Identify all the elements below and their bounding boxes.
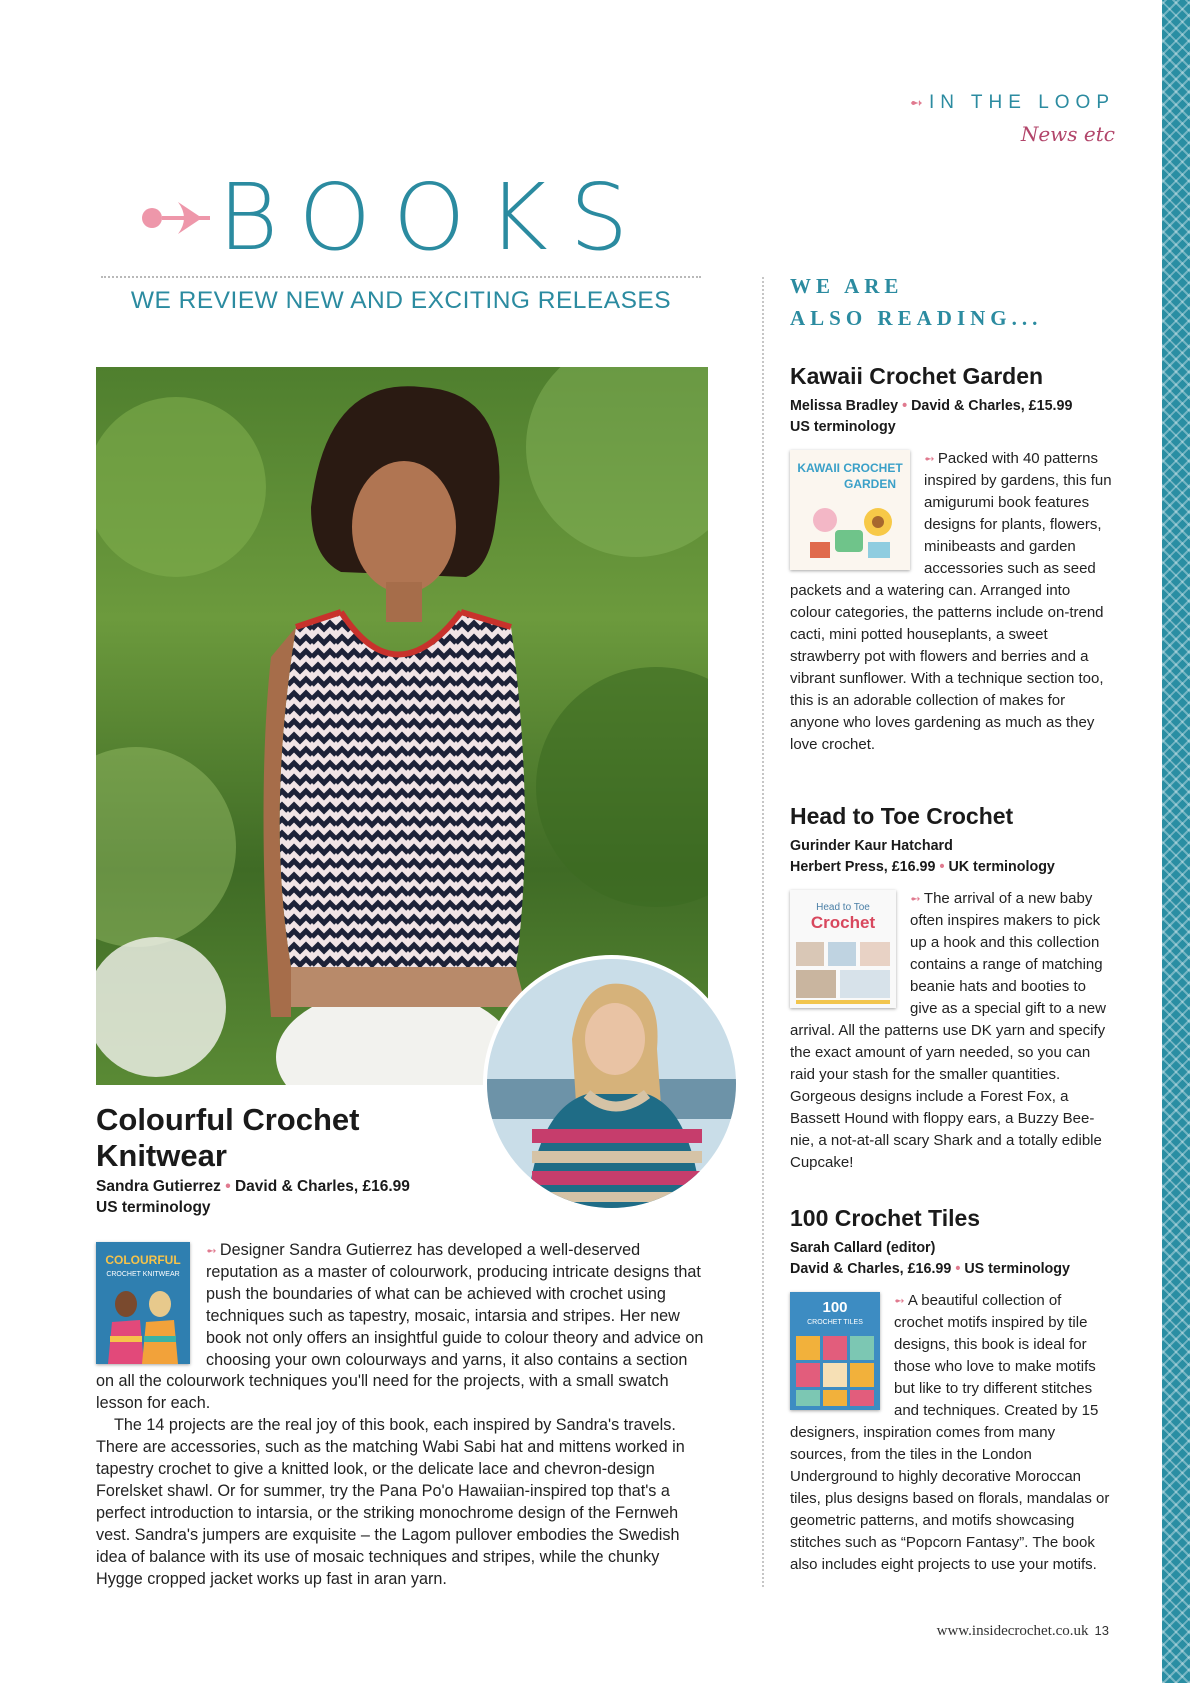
review-byline: Gurinder Kaur Hatchard Herbert Press, £16.99 • UK terminology [790,838,1055,875]
sidebar-review-head-to-toe [790,803,1112,1174]
arrow-icon: ➻ [206,1243,217,1258]
sidebar-review-kawaii [790,363,1112,756]
arrow-icon: ➻ [924,451,935,466]
page-subtitle: WE REVIEW NEW AND EXCITING RELEASES [130,287,672,314]
section-label: IN THE LOOP [928,92,1115,113]
cover-title: 100 [822,1299,848,1316]
terminology: US terminology [96,1199,211,1216]
review-title: 100 Crochet Tiles [790,1205,981,1231]
author: Sandra Gutierrez [96,1178,221,1195]
main-review-body [96,1240,708,1591]
review-text: Packed with 40 patterns inspired by gardens, this fun amigurumi book features designs for plants, flowers, minibeasts and garden accessories such as seed packets and a watering can. Arranged into colour categories, the patterns include on-trend cacti, mini potted houseplants, a sweet strawberry pot with flowers and berries and a vibrant sunflower. With a technique section too, this is an adorable collection of makes for anyone who loves gardening as much as they love crochet. [790,450,1112,753]
jumper-photo-illustration [487,959,736,1208]
main-review-paragraph-2: The 14 projects are the real joy of this book, each inspired by Sandra's travels. There are accessories, such as the matching Wabi Sabi hat and mittens worked in tapestry crochet to give a knitted look, or the delicate lace and chevron-design Forelsket shawl. Or for summer, try the Pana Po'o Hawaiian-inspired top that's a perfect introduction to intarsia, or the striking monochrome design of the Fernweh vest. Sandra's jumpers are exquisite – the Lagom pullover embodies the Swedish idea of balance with its use of mosaic techniques and stripes, while the chunky Hygge cropped jacket works up fast in aran yarn. [96,1416,685,1588]
page-title-block [140,164,651,271]
title-divider [101,276,701,278]
book-cover-100-tiles [790,1292,880,1410]
page-number: 13 [1094,1623,1109,1638]
review-text: The arrival of a new baby often inspires makers to pick up a hook and this collection contains a range of matching beanie hats and booties to give as a special gift to a new arrival. All the patterns use DK yarn and specify the exact amount of yarn needed, so you can raid your stash for the smaller quantities. Gorgeous designs include a Forest Fox, a Bassett Hound with floppy ears, a Buzzy Bee-nie, a not-at-all scary Shark and a totally edible Cupcake! [790,890,1106,1171]
arrow-icon: ➻ [909,95,923,112]
main-review-byline [96,1176,410,1218]
sidebar-review-100-tiles [790,1205,1112,1576]
review-title: Head to Toe Crochet [790,803,1014,829]
column-divider [762,277,764,1587]
cover-title: KAWAII CROCHET [797,461,903,475]
section-sublabel: News etc [1020,122,1115,146]
sidebar-heading: WE ARE ALSO READING... [790,274,1043,330]
fletched-arrow-icon [140,198,212,238]
section-tag [910,92,1115,146]
footer-url[interactable]: www.insidecrochet.co.uk [936,1623,1089,1639]
cover-subtitle: CROCHET KNITWEAR [106,1271,180,1278]
bullet-icon: • [955,1261,961,1277]
bullet-icon: • [225,1178,231,1195]
book-cover-colourful-crochet [96,1242,190,1364]
arrow-icon: ➻ [910,891,921,906]
cover-subtitle: GARDEN [843,477,897,491]
review-text: A beautiful collection of crochet motifs inspired by tile designs, this book is ideal for those who love to make motifs but like to try different stitches and techniques. Created by 15 designers, inspiration comes from many sources, from the tiles in the London Underground to highly decorative Moroccan tiles, plus designs based on florals, mandalas or geometric patterns, and motifs showcasing stitches such as “Popcorn Fantasy”. The book also includes eight projects to use your motifs. [790,1292,1110,1573]
page-edge-pattern [1162,0,1190,1683]
review-title: Kawaii Crochet Garden [790,363,1044,389]
main-review-title: Colourful Crochet Knitwear [96,1102,360,1173]
publisher-price: David & Charles, £16.99 [234,1178,410,1195]
review-byline: Melissa Bradley • David & Charles, £15.99 US terminology [790,398,1073,435]
main-review-paragraph-1: Designer Sandra Gutierrez has developed a well-deserved reputation as a master of colourwork, producing intricate designs that push the boundaries of what can be achieved with crochet using techniques such as tapestry, mosaic, intarsia and stripes. Her new book not only offers an insightful guide to colour theory and advice on choosing your own colourways and yarns, it also contains a section on all the colourwork techniques you'll need for the projects, with a small swatch lesson for each. [96,1241,704,1413]
cover-title: COLOURFUL [105,1253,181,1267]
book-cover-kawaii [790,450,910,570]
bullet-icon: • [939,859,945,875]
page-title: BOOKS [218,164,651,271]
page-footer [937,1623,1109,1640]
cover-subtitle: Crochet [810,913,876,932]
book-cover-head-to-toe [790,890,896,1008]
arrow-icon: ➻ [894,1293,905,1308]
review-byline: Sarah Callard (editor) David & Charles, £16.99 • US terminology [790,1240,1070,1277]
cover-subtitle: CROCHET TILES [807,1319,863,1326]
inset-photo [483,955,740,1212]
cover-title: Head to Toe [816,902,870,913]
bullet-icon: • [902,398,908,414]
